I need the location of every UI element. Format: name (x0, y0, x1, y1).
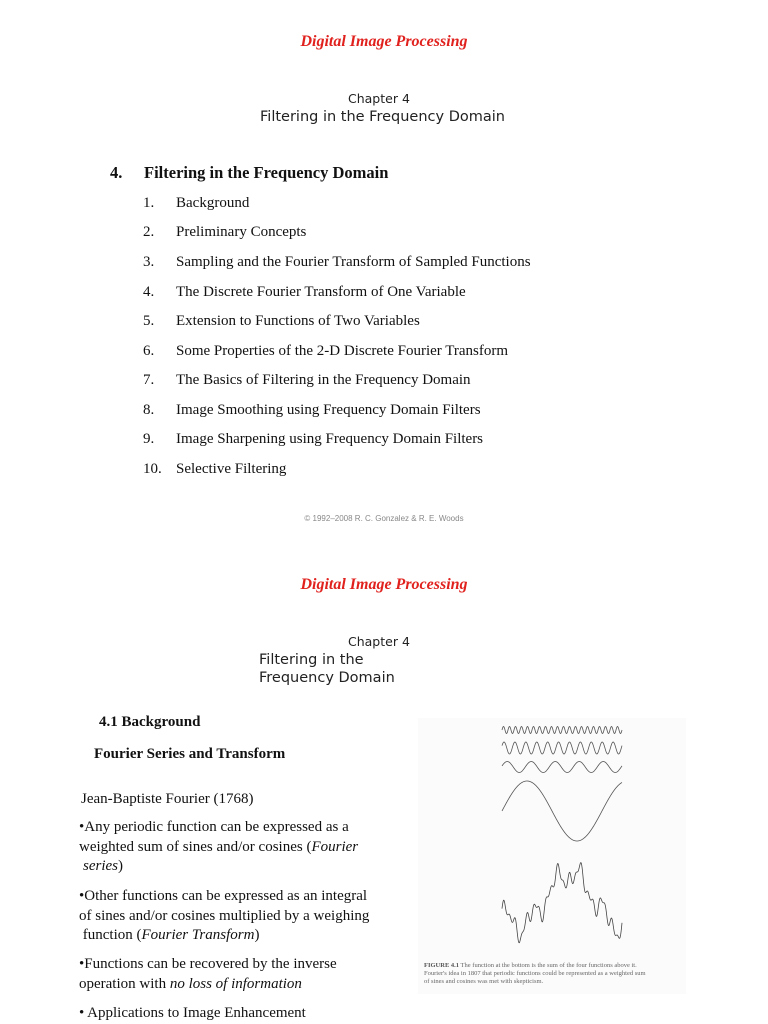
toc-item: Background (176, 195, 250, 211)
bullet-line: of sines and/or cosines multiplied by a weighing (79, 907, 370, 924)
copyright-notice: © 1992–2008 R. C. Gonzalez & R. E. Woods (304, 514, 464, 523)
bullet-text: operation with (79, 975, 170, 992)
bullet-periodic (79, 818, 409, 877)
bullet-inverse (79, 955, 409, 994)
page1-chapter: Chapter 4 (348, 91, 410, 106)
page1-title: Digital Image Processing (300, 33, 468, 50)
bullet-line (79, 975, 409, 995)
wave-fundamental (502, 781, 622, 841)
caption-line: of sines and cosines was met with skepticism. (424, 978, 544, 985)
bullet-text: ) (118, 858, 123, 874)
bullet-applications: • Applications to Image Enhancement (79, 1005, 306, 1021)
bullet-line: •Any periodic function can be expressed as a (79, 819, 349, 835)
toc-number: 3. (143, 254, 155, 270)
bullet-italic-term: Fourier Transform (141, 927, 255, 943)
bullet-line: •Functions can be recovered by the inverse (79, 956, 337, 972)
toc-number: 4. (143, 284, 155, 300)
bullet-italic-term: Fourier (311, 838, 359, 855)
toc-number: 7. (143, 372, 155, 388)
toc-number: 10. (143, 461, 162, 477)
caption-line: Fourier's idea in 1807 that periodic functions could be represented as a weighted sum (424, 970, 646, 977)
wave-sum (502, 863, 622, 943)
page2-subtitle-line1: Filtering in the (259, 652, 364, 668)
bullet-line: •Other functions can be expressed as an integral (79, 888, 368, 904)
chapter-heading: Filtering in the Frequency Domain (144, 163, 389, 182)
toc-item: Preliminary Concepts (176, 224, 307, 240)
toc-item: Some Properties of the 2-D Discrete Fourier Transform (176, 343, 509, 359)
bullet-text: weighted sum of sines and/or cosines ( (79, 838, 312, 855)
wave-low-frequency (502, 762, 622, 773)
toc-item: Image Sharpening using Frequency Domain Filters (176, 431, 484, 447)
toc-number: 6. (143, 343, 155, 359)
wave-mid-frequency (502, 742, 622, 754)
figure-4-1 (418, 718, 686, 994)
bullet-integral (79, 887, 409, 946)
caption-text: The function at the bottom is the sum of the four functions above it. (460, 962, 637, 969)
toc-number: 9. (143, 431, 155, 447)
toc-number: 1. (143, 195, 155, 211)
author-line: Jean-Baptiste Fourier (1768) (81, 791, 254, 807)
toc-number: 5. (143, 313, 155, 329)
toc-item: Image Smoothing using Frequency Domain Filters (176, 402, 481, 418)
figure-caption (424, 962, 684, 986)
toc-item: Selective Filtering (176, 461, 287, 477)
toc-number: 8. (143, 402, 155, 418)
toc-item: Extension to Functions of Two Variables (176, 313, 420, 329)
page2-chapter: Chapter 4 (348, 634, 410, 649)
bullet-text: ) (254, 927, 260, 943)
bullet-italic-term: no loss of information (169, 975, 302, 992)
fourier-waves-plot (418, 718, 686, 952)
caption-line (424, 962, 684, 970)
subsection-heading: Fourier Series and Transform (94, 746, 286, 762)
section-heading: 4.1 Background (99, 714, 201, 730)
page2-title: Digital Image Processing (300, 576, 468, 593)
bullet-line (79, 857, 409, 877)
toc-number: 2. (143, 224, 155, 240)
toc-item: The Discrete Fourier Transform of One Variable (176, 284, 466, 300)
bullet-line (79, 838, 409, 858)
wave-high-frequency (502, 727, 622, 734)
chapter-heading-number: 4. (110, 163, 123, 182)
bullet-line (79, 926, 409, 946)
page2-subtitle-line2: Frequency Domain (259, 670, 395, 686)
bullet-italic-term: series (83, 858, 118, 874)
figure-label: FIGURE 4.1 (424, 962, 460, 969)
toc-item: The Basics of Filtering in the Frequency Domain (176, 372, 471, 388)
bullet-text: function ( (79, 927, 142, 943)
toc-item: Sampling and the Fourier Transform of Sampled Functions (176, 254, 531, 270)
page1-subtitle: Filtering in the Frequency Domain (260, 109, 505, 125)
